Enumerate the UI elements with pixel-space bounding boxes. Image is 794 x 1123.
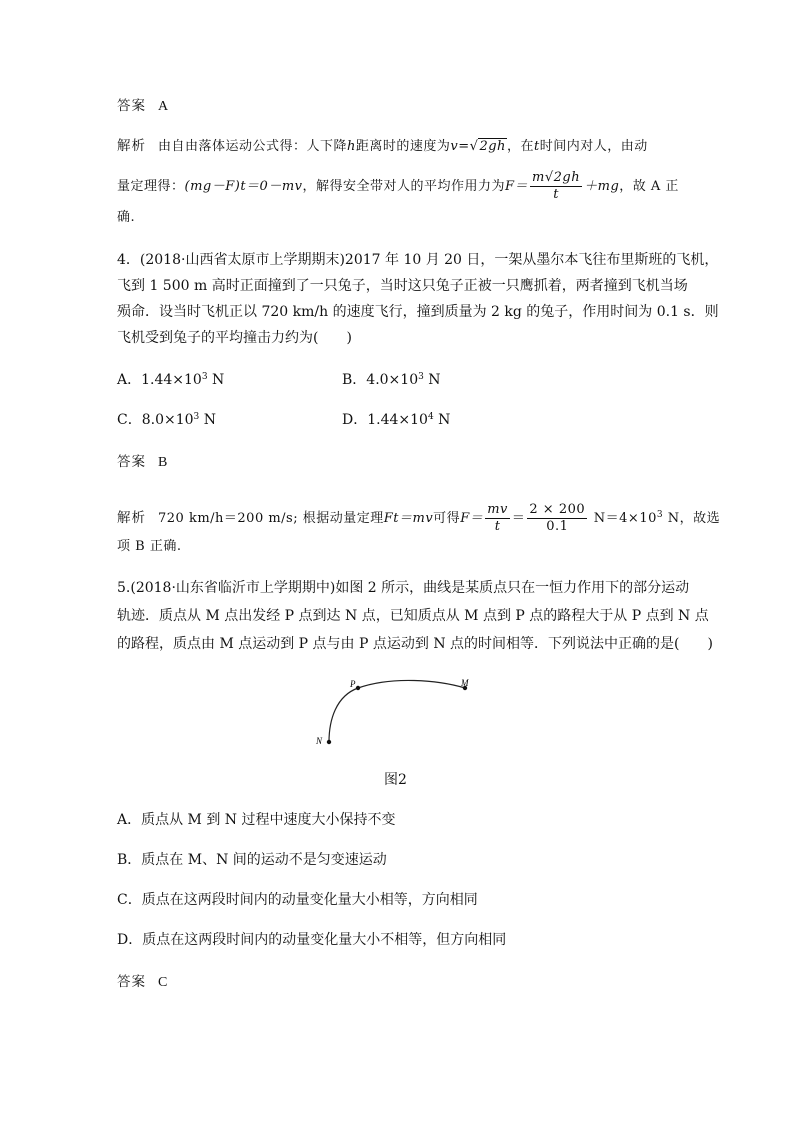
q3-answer-value: A: [158, 99, 169, 114]
q5-option-a: A．质点从 M 到 N 过程中速度大小保持不变: [117, 812, 396, 828]
q4-fraction-2-numerator: 2 × 200: [529, 502, 586, 517]
option-value: 8.0×10: [141, 412, 194, 428]
q3-var-h: h: [347, 139, 356, 154]
q4-fraction-1-numerator: mv: [487, 502, 508, 517]
q4-result: N＝4×10: [589, 511, 657, 526]
q3-analysis-text: 由自由落体运动公式得：人下降: [158, 139, 348, 154]
q3-analysis-text: 量定理得：: [117, 179, 185, 194]
q3-analysis-text: ，解得安全带对人的平均作用力为: [302, 179, 506, 194]
option-value: 4.0×10: [366, 372, 419, 388]
q5-answer-value: C: [158, 975, 168, 990]
q4-analysis-text: N，故选: [663, 511, 721, 526]
q3-force-symbol: F＝: [505, 179, 529, 194]
q4-option-a: [117, 370, 224, 390]
point-n: [327, 740, 331, 744]
q3-answer-line: [117, 96, 168, 117]
q4-analysis-text: 可得: [433, 511, 461, 526]
q5-stem-line-1: 5.(2018·山东省临沂市上学期期中)如图 2 所示，曲线是某质点只在一恒力作用下的部分运动: [117, 580, 690, 596]
option-exponent: 3: [418, 372, 424, 382]
q3-force-fraction: [530, 170, 582, 203]
option-unit: N: [199, 412, 216, 428]
trajectory-curve: [329, 680, 465, 742]
q4-fraction-2-denominator: 0.1: [546, 519, 569, 534]
q4-option-b: [342, 370, 441, 390]
option-exponent: 4: [427, 412, 434, 422]
figure-caption: 图2: [384, 772, 407, 788]
q5-option-d: D．质点在这两段时间内的动量变化量大小不相等，但方向相同: [117, 932, 507, 948]
q3-analysis-text: 距离时的速度为: [355, 139, 451, 154]
q4-answer-value: B: [158, 455, 168, 470]
q4-analysis-line-1: [117, 502, 720, 535]
q4-fraction-1-denominator: t: [494, 519, 501, 534]
point-p: [356, 686, 360, 690]
label-m: M: [461, 678, 469, 688]
q4-analysis-text: 720 km/h＝200 m/s; 根据动量定理: [158, 511, 384, 526]
option-letter: A．: [117, 372, 142, 388]
answer-label: 答案: [117, 974, 146, 990]
q3-fraction-numerator: m√2gh: [532, 170, 581, 185]
q4-stem-line-4: 飞机受到兔子的平均撞击力约为( ): [117, 330, 352, 346]
q3-analysis-text: 时间内对人，由动: [539, 139, 648, 154]
q3-equals: =: [458, 139, 470, 154]
q4-equals: ＝: [511, 511, 526, 526]
option-exponent: 3: [201, 372, 208, 382]
q5-stem-line-2: 轨迹．质点从 M 点出发经 P 点到达 N 点，已知质点从 M 点到 P 点的路程大于从 P 点到 N 点: [117, 608, 709, 624]
option-value: 1.44×10: [141, 372, 202, 388]
q3-analysis-line-2: [117, 170, 679, 203]
q5-option-c: C．质点在这两段时间内的动量变化量大小相等，方向相同: [117, 892, 478, 908]
q4-option-d: [342, 410, 450, 430]
q5-answer-line: [117, 972, 167, 993]
label-p: P: [350, 679, 356, 689]
q4-analysis-line-2: 项 B 正确.: [117, 539, 182, 554]
q3-var-t: t: [533, 139, 540, 154]
q4-option-c: [117, 410, 216, 430]
analysis-label: 解析: [117, 138, 146, 154]
q3-plus-mg: ＋mg: [584, 179, 620, 194]
q3-analysis-line-1: [117, 136, 648, 157]
q3-analysis-text: ，故 A 正: [619, 179, 679, 194]
q3-momentum-equation: (mg－F)t＝0－mv: [184, 179, 303, 194]
q3-fraction-denominator: t: [553, 187, 559, 202]
option-exponent: 3: [193, 412, 200, 422]
q3-sqrt-body: 2gh: [479, 139, 506, 154]
answer-label: 答案: [117, 454, 146, 470]
q3-analysis-line-3: 确.: [117, 210, 136, 225]
analysis-label: 解析: [117, 510, 146, 526]
option-letter: B．: [342, 372, 367, 388]
option-unit: N: [207, 372, 225, 388]
option-letter: D．: [342, 412, 368, 428]
option-value: 1.44×10: [367, 412, 428, 428]
q3-sqrt-sign: √: [469, 139, 479, 154]
q4-impulse-equation: Ft＝mv: [383, 511, 434, 526]
q4-force-symbol: F＝: [460, 511, 484, 526]
option-unit: N: [423, 372, 441, 388]
q3-analysis-text: ，在: [506, 139, 534, 154]
q4-answer-line: [117, 452, 167, 473]
q4-stem-line-2: 飞到 1 500 m 高时正面撞到了一只兔子，当时这只兔子正被一只鹰抓着，两者撞到飞机当场: [117, 278, 688, 294]
q3-var-v: v: [450, 139, 459, 154]
option-unit: N: [433, 412, 451, 428]
q4-result-exponent: 3: [656, 510, 664, 520]
option-letter: C．: [117, 412, 142, 428]
q4-fraction-1: [485, 502, 510, 535]
q4-fraction-2: [527, 502, 587, 535]
q5-option-b: B．质点在 M、N 间的运动不是匀变速运动: [117, 852, 387, 868]
trajectory-figure: [300, 670, 500, 760]
q4-stem-line-1: 4．(2018·山西省太原市上学期期末)2017 年 10 月 20 日，一架从墨尔本飞往布里斯班的飞机，: [117, 252, 719, 268]
q5-stem-line-3: 的路程，质点由 M 点运动到 P 点与由 P 点运动到 N 点的时间相等．下列说法中正确的是( ): [117, 636, 713, 652]
q4-stem-line-3: 殒命．设当时飞机正以 720 km/h 的速度飞行，撞到质量为 2 kg 的兔子，作用时间为 0.1 s．则: [117, 304, 719, 320]
answer-label: 答案: [117, 98, 146, 114]
label-n: N: [316, 736, 323, 746]
